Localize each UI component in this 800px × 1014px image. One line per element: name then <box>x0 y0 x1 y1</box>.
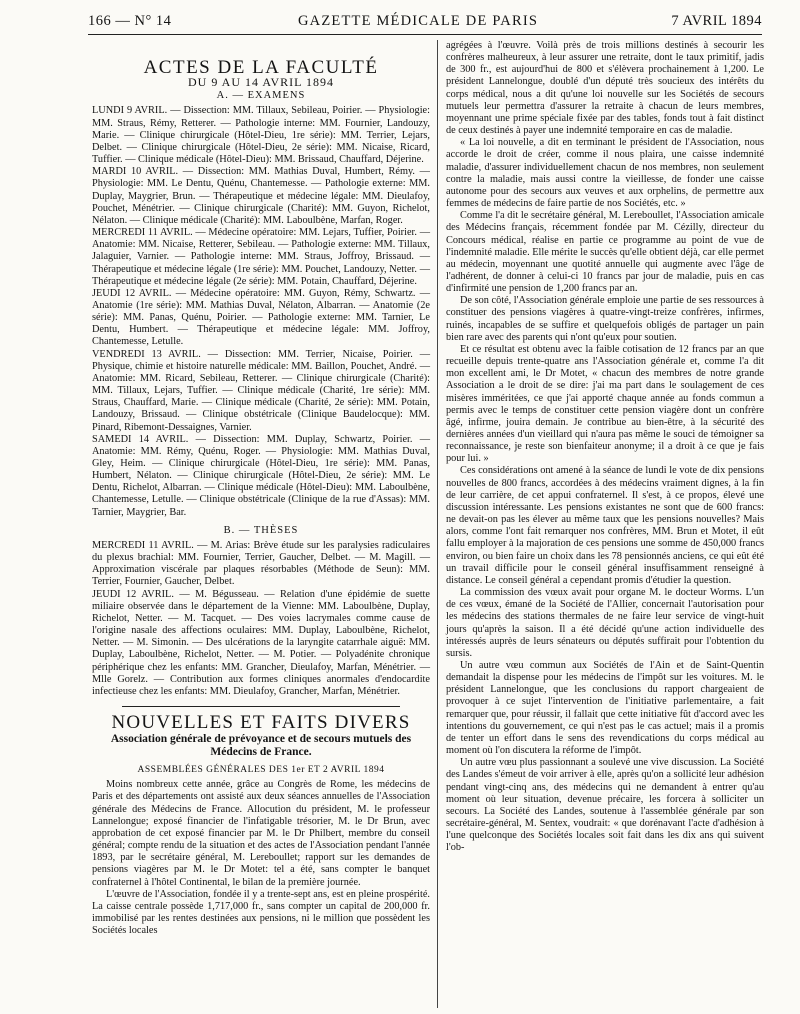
day-text: — M. Arias: Brève étude sur les paralysies radiculaires du plexus brachial: MM. Fournier, Terrier, Gaucher, Delbet. — M. Magill. — Approximation viscérale par plaques résorbables (Méthode de Seun): MM. Terrier, Fournier, Gaucher, Delbet. <box>92 539 430 588</box>
actes-title: ACTES DE LA FACULTÉ <box>143 57 379 78</box>
day-label: MERCREDI 11 AVRIL. <box>92 227 193 239</box>
day-label: JEUDI 12 AVRIL. <box>92 287 172 299</box>
nouvelles-dateline: ASSEMBLÉES GÉNÉRALES DES 1er ET 2 AVRIL 1894 <box>137 765 385 776</box>
article-paragraph: De son côté, l'Association générale emploie une partie de ses ressources à constituer des pensions viagères à quatre-vingt-treize confrères, infirmes, ruinés, incapables de se suffire et quelquefois obligés de partager un pain bien rare avec des parents qui n'ont qu'eux pour soutien. <box>446 295 764 343</box>
article-paragraph: La commission des vœux avait pour organe M. le docteur Worms. L'un de ces vœux, émané de la Société de l'Allier, concernait l'autorisation pour les médecins des stations thermales de ne faire leur service de vingt-huit jours qu'après la saison. Il a été décidé qu'une action individuelle des intéressés auprès de leurs sénateurs ou députés suffirait pour l'obtention du sursis. <box>446 587 764 659</box>
thesis-day-thursday <box>92 589 430 698</box>
day-text: — Dissection: MM. Duplay, Schwartz, Poirier. — Anatomie: MM. Rémy, Quénu, Roger. — Physiologie: MM. Mathias Duval, Gley, Heim. — Clinique chirurgicale (Hôtel-Dieu, 1re série): MM. Panas, Humbert, Nélaton. — Clinique chirurgicale (Hôtel-Dieu, 2e série): MM. Le Dentu, Richelot, Albarran. — Clinique médicale (Hôtel-Dieu): MM. Laboulbène, Chantemesse, Letulle. — Clinique obstétricale (Clinique de la rue d'Assas): MM. Tarnier, Maygrier, Bar. <box>92 433 430 518</box>
article-paragraph: Comme l'a dit le secrétaire général, M. Lereboullet, l'Association amicale des Médecins français, récemment fondée par M. Cézilly, directeur du Concours médical, réalise en partie ce programme au point de vue de l'indemnité maladie. Elle mérite le succès qu'elle obtient déjà, car elle permet au médecin, moyennant une quotité annuelle qui augmente avec l'âge de l'adhérent, de donner à celui-ci 10 francs par jour de maladie, puis en cas d'infirmité une pension de 1,200 francs par an. <box>446 210 764 295</box>
right-column <box>446 40 764 854</box>
exam-day-tuesday <box>92 166 430 227</box>
article-paragraph: L'œuvre de l'Association, fondée il y a trente-sept ans, est en pleine prospérité. La caisse centrale possède 1,717,000 fr., sans compter un capital de 200,000 fr. immobilisé par les rentes destinées aux pensions, ni le million que possèdent les Sociétés locales <box>92 888 430 937</box>
actes-dates: DU 9 AU 14 AVRIL 1894 <box>187 75 334 90</box>
journal-title: GAZETTE MÉDICALE DE PARIS <box>298 13 539 29</box>
day-label: VENDREDI 13 AVRIL. <box>92 348 201 360</box>
header-rule <box>88 34 762 35</box>
section-theses: B. — THÈSES <box>223 524 299 536</box>
exam-day-thursday <box>92 288 430 349</box>
nouvelles-title: NOUVELLES ET FAITS DIVERS <box>111 711 411 733</box>
day-text: — Dissection: MM. Terrier, Nicaise, Poirier. — Physique, chimie et histoire naturelle médicale: MM. Baillon, Pouchet, André. — Anatomie: MM. Ricard, Sebileau, Retterer. — Clinique chirurgicale (Charité): MM. Tillaux, Lejars, Tuffier. — Clinique médicale (Charité, 1re série): MM. Straus, Chauffard, Marie. — Clinique médicale (Charité, 2e série): MM. Potain, Landouzy, Brissaud. — Clinique obstétricale (Clinique Baudelocque): MM. Pinard, Ribemont-Dessaignes, Varnier. <box>92 348 430 433</box>
article-paragraph: Moins nombreux cette année, grâce au Congrès de Rome, les médecins de Paris et des départements ont assisté aux deux séances annuelles de l'Association générale des Médecins de France. Allocution du président, M. le professeur Lannelongue; exposé financier de l'infatigable trésorier, M. le Dr Brun, avec approbation de cet exposé financier par M. le Dr Philbert, membre du conseil général; compte rendu de la situation et des actes de l'Association pendant l'année 1893, par le secrétaire général, M. Lereboullet; rapport sur les demandes de pensions viagères par M. le Dr Motet: tel a été, sans compter le banquet confraternel à l'hôtel Continental, le bilan de la première journée. <box>92 779 430 888</box>
day-label: LUNDI 9 AVRIL. <box>92 105 168 117</box>
article-paragraph: agrégées à l'œuvre. Voilà près de trois millions destinés à secourir les confrères malheureux, à leur assurer une retraite, dont le taux primitif, jadis de 300 fr., est aujourd'hui de 800 et s'élèvera prochainement à 1,200. Le président Lannelongue, doublé d'un député très soucieux des intérêts du corps médical, nous a dit qu'une loi nouvelle sur les Sociétés de secours mutuels leur permettra d'assurer la retraite à chacun de leurs membres, moyennant une prime spéciale fixée par des tables, fonds tout à fait distinct de ceux destinés à payer une indemnité temporaire en cas de maladie. <box>446 40 764 137</box>
day-text: — Médecine opératoire: MM. Lejars, Tuffier, Poirier. — Anatomie: MM. Nicaise, Retterer, Sebileau. — Pathologie externe: MM. Tillaux, Jalaguier, Varnier. — Pathologie interne: MM. Straus, Joffroy, Brissaud. — Thérapeutique et médecine légale (1re série): MM. Pouchet, Landouzy, Netter. — Thérapeutique et médecine légale (2e série): MM. Potain, Chauffard, Déjerine. <box>92 227 430 287</box>
section-rule <box>122 706 400 707</box>
day-text: — Dissection: MM. Mathias Duval, Humbert, Rémy. — Physiologie: MM. Le Dentu, Quénu, Chantemesse. — Pathologie externe: MM. Duplay, Maygrier, Brun. — Thérapeutique et médecine légale: MM. Dieulafoy, Pouchet, Ménétrier. — Clinique chirurgicale (Charité): MM. Guyon, Richelot, Nélaton. — Clinique médicale (Charité): MM. Laboulbène, Marfan, Roger. <box>92 166 430 226</box>
day-label: JEUDI 12 AVRIL. <box>92 588 174 600</box>
exam-day-monday <box>92 105 430 166</box>
article-paragraph: Un autre vœu plus passionnant a soulevé une vive discussion. La Société des Landes s'émeut de voir arriver à elle, après qu'on a sollicité leur adhésion pendant vingt-cinq ans, des médecins qui ne demandent à entrer qu'au moment où leur situation, devenue précaire, les forcera à solliciter un secours. La Société des Landes, soutenue à l'assemblée générale par son secrétaire-général, M. Sentex, voudrait: « que dorénavant l'acte d'adhésion à l'une quelconque des Sociétés locales soit fait dans les dix ans qui suivent l'ob- <box>446 757 764 854</box>
day-text: — Médecine opératoire: MM. Guyon, Rémy, Schwartz. — Anatomie (1re série): MM. Mathias Duval, Nélaton, Albarran. — Anatomie (2e série): MM. Panas, Quénu, Poirier. — Pathologie externe: MM. Tarnier, Le Dentu, Humbert. — Thérapeutique et médecine légale: MM. Joffroy, Chantemesse, Letulle. <box>92 287 430 348</box>
day-text: — Dissection: MM. Tillaux, Sebileau, Poirier. — Physiologie: MM. Straus, Rémy, Retterer. — Pathologie interne: MM. Fournier, Landouzy, Marie. — Clinique chirurgicale (Hôtel-Dieu, 1re série): MM. Terrier, Lejars, Delbet. — Clinique chirurgicale (Hôtel-Dieu, 2e série): MM. Nicaise, Ricard, Tuffier. — Clinique médicale (Hôtel-Dieu): MM. Brissaud, Chauffard, Déjerine. <box>92 105 430 166</box>
day-label: SAMEDI 14 AVRIL. <box>92 433 189 445</box>
day-label: MARDI 10 AVRIL. <box>92 166 179 178</box>
day-text: — M. Bégusseau. — Relation d'une épidémie de suette miliaire observée dans le département de la Vienne: MM. Laboulbène, Duplay, Richelot, Netter. — M. Tacquet. — Des voies lacrymales comme cause de l'origine nasale des affections oculaires: MM. Duplay, Laboulbène, Richelot, Netter. — M. Simonin. — Des ulcérations de la laryngite catarrhale aiguë: MM. Duplay, Laboulbène, Richelot, Netter. — M. Potier. — Polyadénite chronique périphérique chez les enfants: MM. Grancher, Dieulafoy, Marfan, Ménétrier. — Mlle Gorelz. — Contribution aux formes cliniques anormales d'endocardite infectieuse chez les enfants: MM. Dieulafoy, Grancher, Marfan, Ménétrier. <box>92 588 430 697</box>
page-header <box>0 0 800 34</box>
article-paragraph: Un autre vœu commun aux Sociétés de l'Ain et de Saint-Quentin demandait la dispense pour les médecins de l'impôt sur les voitures. M. le président Lannelongue, que les conclusions du rapport chargeaient de provoquer à ce sujet l'intervention de l'initiative parlementaire, a fait remarquer que, pour réussir, il fallait que cette initiative fût d'accord avec les intentions du gouvernement, ce qui n'est pas le cas actuel; mais il a promis de tenter un effort dans le sens des revendications du corps médical au moment où l'on discutera la réforme de l'impôt. <box>446 659 764 757</box>
day-label: MERCREDI 11 AVRIL. <box>92 539 194 551</box>
thesis-day-wednesday <box>92 540 430 589</box>
article-paragraph: Ces considérations ont amené à la séance de lundi le vote de dix pensions nouvelles de 800 francs, accordées à des médecins vraiment dignes, à la fin de leur carrière, de cet appui confraternel. Il s'est, à ce propos, élevé une discussion intéressante. Les pensions existantes ne sont que de 600 francs: ne devait-on pas les élever au même taux que les pensions nouvelles? Mais alors, comme l'ont fait remarquer nos confrères, MM. Brun et Motet, il eût fallu employer à la majoration de ces pensions une somme de 450,000 francs environ, ou bien faire un choix dans les 78 pensionnés anciens, ce qui eût été un travail difficile pour le conseil général insuffisamment renseigné à distance. Le conseil général a cependant promis d'étudier la question. <box>446 465 764 586</box>
exam-day-saturday <box>92 434 430 519</box>
left-column <box>92 40 430 937</box>
exam-day-wednesday <box>92 227 430 288</box>
issue-date: 7 AVRIL 1894 <box>671 13 762 29</box>
section-examens: A. — EXAMENS <box>216 90 306 102</box>
nouvelles-subtitle: Association générale de prévoyance et de secours mutuels des Médecins de France. <box>110 733 412 759</box>
column-divider <box>437 40 438 1008</box>
page-number-issue: 166 — N° 14 <box>88 13 172 29</box>
article-paragraph: Et ce résultat est obtenu avec la faible cotisation de 12 francs par an que recueille depuis trente-quatre ans l'Association générale et, comme l'a dit mon excellent ami, le Dr Motet, « chacun des membres de notre grande Association a le droit de se dire: j'ai ma part dans le soulagement de ces misères imméritées, ce que j'ai apporté chaque année au fonds commun a permis avec le temps de constituer cette pension viagère dont un confrère âgé, infirme, jouira demain. Je contribue au bien-être, à la sécurité des dernières années d'un vieillard qui n'aura pas même le souci de témoigner sa reconnaissance, je reste son bienfaiteur anonyme; il a droit à ce que je fais pour lui. » <box>446 343 764 465</box>
exam-day-friday <box>92 349 430 434</box>
article-paragraph: « La loi nouvelle, a dit en terminant le président de l'Association, nous accorde le droit de créer, comme il nous plaira, une caisse indemnité maladie, d'assurer individuellement chacun de nos membres, non seulement contre la maladie, mais aussi contre la vieillesse, de fonder une caisse autonome pour des secours aux veuves et aux orphelins, de permettre aux femmes de médecins de faire partie de nos Sociétés, etc. » <box>446 137 764 210</box>
